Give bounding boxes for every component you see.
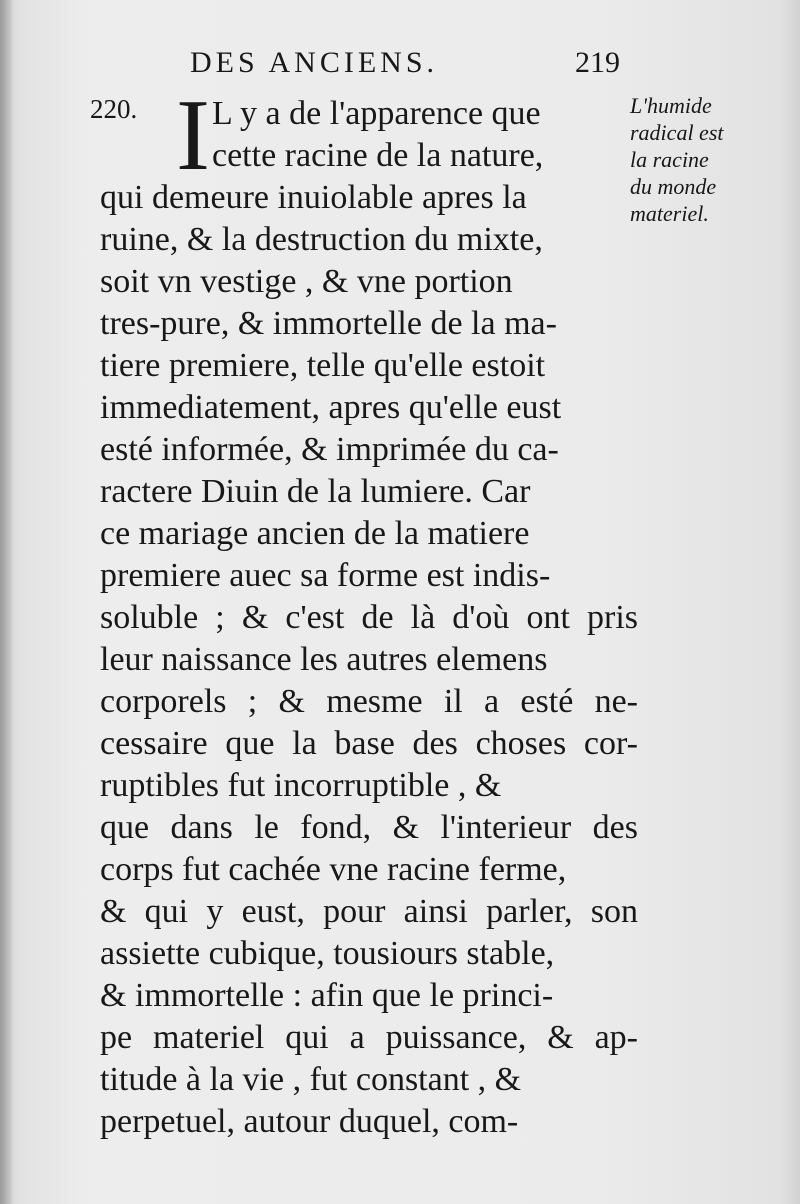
text-line: & immortelle : afin que le princi- (100, 977, 554, 1014)
margin-note (630, 92, 790, 227)
text-line: & qui y eust, pour ainsi parler, son (100, 893, 638, 930)
drop-cap: I (176, 79, 210, 192)
page-header (190, 46, 620, 96)
text-line: esté informée, & imprimée du ca- (100, 431, 559, 468)
text-line: ce mariage ancien de la matiere (100, 515, 530, 552)
margin-note-line: L'humide (630, 93, 712, 118)
paragraph-number: 220. (90, 94, 138, 124)
margin-note-line: la racine (630, 147, 709, 172)
text-line: titude à la vie , fut constant , & (100, 1061, 522, 1098)
text-line: corps fut cachée vne racine ferme, (100, 851, 567, 888)
text-line: ruptibles fut incorruptible , & (100, 767, 502, 804)
text-line: cessaire que la base des choses cor- (100, 725, 638, 762)
text-line: qui demeure inuiolable apres la (100, 179, 527, 216)
text-line: soluble ; & c'est de là d'où ont pris (100, 599, 638, 636)
text-line: pe materiel qui a puissance, & ap- (100, 1019, 638, 1056)
text-line: ruine, & la destruction du mixte, (100, 221, 543, 258)
text-line: tiere premiere, telle qu'elle estoit (100, 347, 546, 384)
text-line: assiette cubique, tousiours stable, (100, 935, 555, 972)
text-line: que dans le fond, & l'interieur des (100, 809, 638, 846)
text-line: ractere Diuin de la lumiere. Car (100, 473, 531, 510)
margin-note-line: radical est (630, 120, 724, 145)
text-line: tres-pure, & immortelle de la ma- (100, 305, 557, 342)
page-number: 219 (575, 46, 620, 79)
text-line: leur naissance les autres elemens (100, 641, 548, 678)
gutter-shadow (0, 0, 14, 1204)
text-line: premiere auec sa forme est indis- (100, 557, 551, 594)
text-line: L y a de l'apparence que (212, 95, 541, 132)
text-line: cette racine de la nature, (212, 137, 544, 174)
text-line: perpetuel, autour duquel, com- (100, 1103, 519, 1140)
text-line: immediatement, apres qu'elle eust (100, 389, 562, 426)
running-head: DES ANCIENS. (190, 46, 439, 79)
margin-note-line: du monde (630, 174, 717, 199)
margin-note-line: materiel. (630, 201, 709, 226)
text-line: soit vn vestige , & vne portion (100, 263, 513, 300)
text-line: corporels ; & mesme il a esté ne- (100, 683, 638, 720)
